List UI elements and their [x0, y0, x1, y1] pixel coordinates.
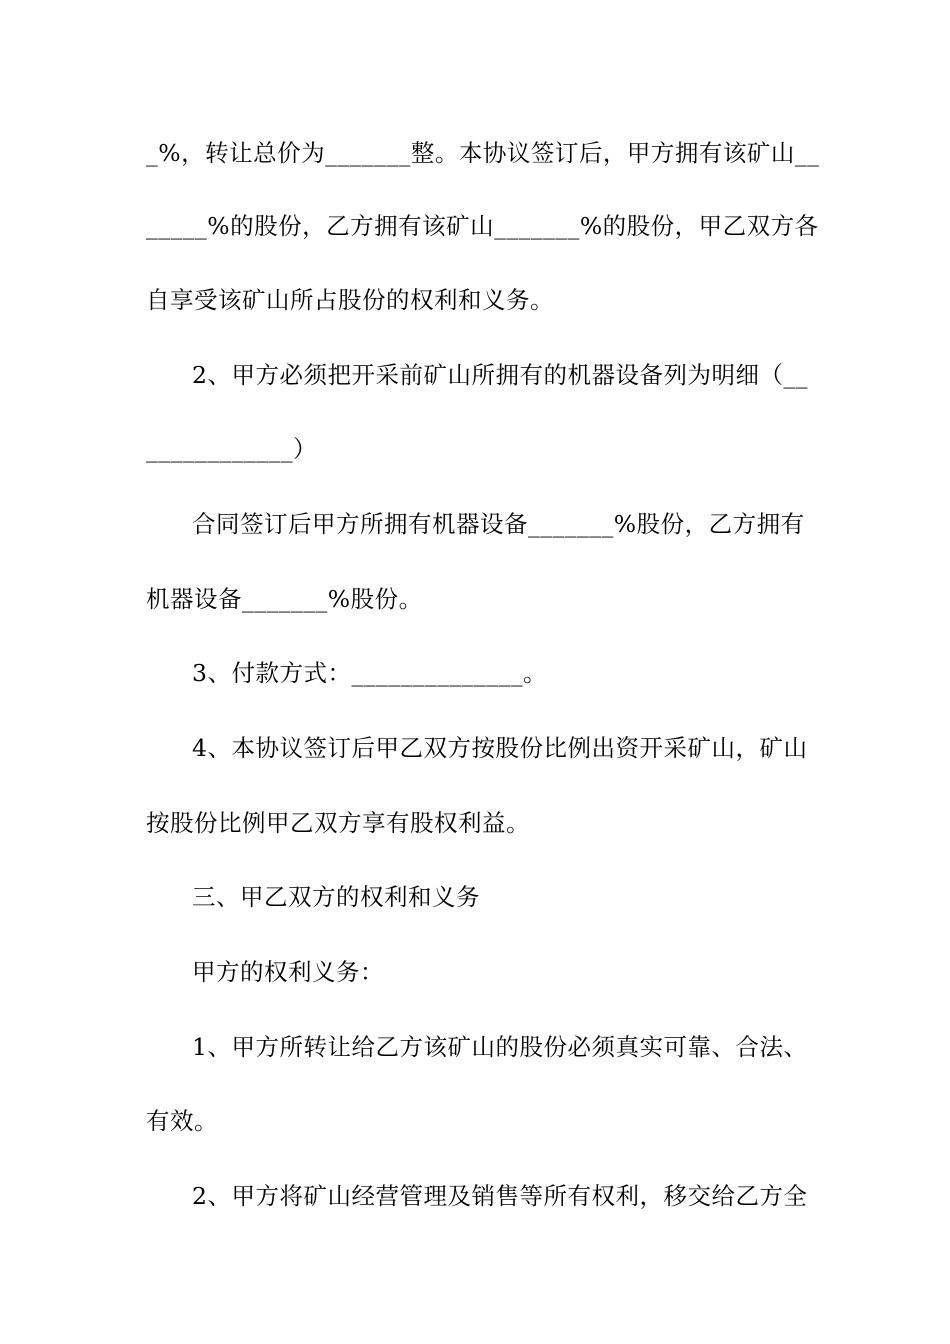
- text-line: _%，转让总价为_______整。本协议签订后，甲方拥有该矿山__: [146, 139, 820, 167]
- paragraph-start: 2、甲方将矿山经营管理及销售等所有权利，移交给乙方全: [192, 1182, 808, 1210]
- paragraph-start: 2、甲方必须把开采前矿山所拥有的机器设备列为明细（__: [192, 361, 808, 389]
- subsection-heading: 甲方的权利义务：: [192, 958, 384, 986]
- text-line: 机器设备_______%股份。: [146, 585, 423, 613]
- section-heading: 三、甲乙双方的权利和义务: [192, 883, 480, 911]
- text-line: ____________）: [146, 435, 317, 463]
- text-line: 有效。: [146, 1107, 218, 1135]
- paragraph-start: 3、付款方式：______________。: [192, 659, 547, 687]
- paragraph-start: 1、甲方所转让给乙方该矿山的股份必须真实可靠、合法、: [192, 1033, 808, 1061]
- text-line: 自享受该矿山所占股份的权利和义务。: [146, 286, 554, 314]
- paragraph-start: 合同签订后甲方所拥有机器设备_______%股份，乙方拥有: [192, 510, 805, 538]
- text-line: _____%的股份，乙方拥有该矿山_______%的股份，甲乙双方各: [146, 212, 819, 240]
- text-line: 按股份比例甲乙双方享有股权利益。: [146, 809, 530, 837]
- paragraph-start: 4、本协议签订后甲乙双方按股份比例出资开采矿山，矿山: [192, 734, 808, 762]
